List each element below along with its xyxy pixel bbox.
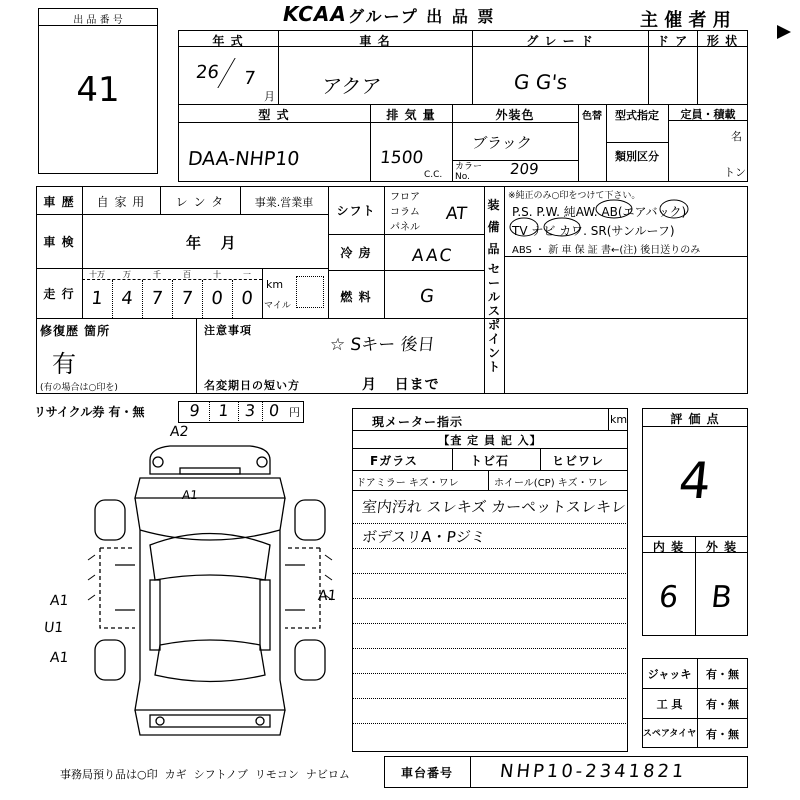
- accessory-tools-label: 工 具: [656, 698, 683, 711]
- mileage-unit-checkbox: [296, 276, 324, 308]
- digit-unit-10k: 万: [123, 270, 131, 279]
- year-month-value: 7: [242, 68, 257, 89]
- cc-unit: C.C.: [424, 170, 443, 180]
- damage-mark-hood: A1: [181, 488, 199, 502]
- interior-value: 6: [657, 580, 680, 615]
- mileage-digit-3: 7: [150, 288, 164, 309]
- lot-number-value: 41: [76, 70, 120, 110]
- color-change-label: 色替: [582, 111, 602, 122]
- accessory-jack-label: ジャッキ: [647, 668, 692, 681]
- shift-option-column: コラム: [390, 207, 420, 218]
- glass-label: Fガラス: [370, 454, 418, 468]
- sales-point-label: セールスポイント: [487, 262, 500, 374]
- repair-label: 修復歴 箇所: [40, 324, 111, 338]
- equipment-label: 装備品: [487, 198, 501, 256]
- exterior-color-value: ブラック: [471, 134, 533, 152]
- rating-label: 評 価 点: [670, 412, 720, 426]
- class-label: 類別区分: [615, 150, 659, 163]
- accessory-spare-label: スペアタイヤ: [642, 729, 697, 739]
- header-brand: KCAA: [283, 2, 347, 26]
- model-value: DAA-NHP10: [186, 148, 301, 170]
- recycle-digit-3: 3: [243, 401, 257, 420]
- arrow-right-icon: [777, 25, 791, 39]
- digit-unit-1: 一: [243, 270, 251, 279]
- notice-value: ☆ Sキー 後日: [328, 335, 436, 355]
- recycle-label: リサイクル券 有・無: [34, 405, 145, 419]
- year-label: 年 式: [212, 34, 244, 48]
- month-unit: 月: [264, 90, 275, 103]
- history-label: 車 歴: [43, 195, 75, 209]
- meter-km-unit: km: [610, 413, 628, 426]
- digit-unit-100: 百: [183, 270, 191, 279]
- damage-mark-left-mid: U1: [43, 620, 64, 636]
- digit-unit-100k: 十万: [89, 270, 105, 279]
- digit-unit-1k: 千: [153, 270, 161, 279]
- inspector-header: 【査 定 員 記 入】: [438, 434, 542, 447]
- car-damage-diagram: [80, 430, 340, 760]
- recycle-digit-1: 9: [188, 401, 201, 420]
- chassis-value: NHP10-2341821: [498, 761, 688, 782]
- car-name-value: アクア: [320, 74, 383, 98]
- stone-chip-label: トビ石: [470, 454, 510, 468]
- shift-value: AT: [444, 204, 468, 224]
- inspector-note-2: ボデスリA・Pジミ: [361, 528, 487, 546]
- repair-note: (有の場合は○印を): [40, 383, 118, 393]
- repair-value: 有: [52, 350, 76, 378]
- grade-value: G G's: [512, 70, 569, 94]
- equipment-circles: [504, 186, 748, 256]
- recycle-unit: 円: [289, 406, 300, 419]
- shift-label: シフト: [336, 204, 376, 218]
- recycle-digit-2: 1: [217, 401, 230, 420]
- shift-option-panel: パネル: [390, 222, 420, 233]
- door-label: ド ア: [656, 34, 689, 48]
- ac-value: AAC: [410, 246, 455, 266]
- type-designation-label: 型式指定: [615, 109, 659, 122]
- lot-number-label: 出 品 番 号: [73, 15, 123, 26]
- equipment-line-3: ABS ・ 新 車 保 証 書←(注) 後日送りのみ: [512, 245, 701, 256]
- ac-label: 冷 房: [340, 246, 372, 260]
- office-note: 事務局預り品は○印 カギ シフトノブ リモコン ナビロム: [60, 768, 350, 781]
- damage-mark-left-front: A1: [49, 593, 70, 609]
- header-title: グループ 出 品 票: [348, 7, 496, 26]
- damage-mark-right: A1: [317, 588, 338, 604]
- interior-label: 内 装: [652, 540, 685, 554]
- mile-unit: マイル: [264, 301, 291, 311]
- exterior-color-label: 外装色: [495, 108, 535, 122]
- inspection-value: 年 月: [186, 234, 237, 252]
- fuel-label: 燃 料: [340, 290, 372, 304]
- accessory-spare-value: 有・無: [706, 728, 739, 741]
- capacity-label: 定員・積載: [680, 108, 736, 121]
- shift-option-floor: フロア: [390, 192, 420, 203]
- mileage-digit-1: 1: [90, 288, 104, 309]
- notice-label: 注意事項: [204, 324, 252, 337]
- history-option-commercial: 事業.営業車: [254, 196, 314, 209]
- mileage-digit-5: 0: [210, 288, 224, 309]
- accessory-tools-value: 有・無: [706, 698, 739, 711]
- mileage-digit-4: 7: [180, 288, 194, 309]
- wheel-label: ホイール(CP) キズ・ワレ: [494, 478, 608, 489]
- shape-label: 形 状: [706, 34, 739, 48]
- header-organizer: 主 催 者 用: [640, 10, 731, 31]
- year-era-value: 26: [194, 62, 221, 83]
- equipment-line-2: TV ナビ カワ. SR(サンルーフ): [512, 224, 675, 238]
- deadline-label: 名変期日の短い方: [204, 379, 300, 392]
- model-label: 型 式: [258, 108, 290, 122]
- car-name-label: 車 名: [359, 34, 391, 48]
- color-number-value: 209: [509, 160, 540, 178]
- fuel-value: G: [418, 286, 436, 307]
- mileage-digit-6: 0: [240, 288, 254, 309]
- chassis-label: 車台番号: [400, 766, 453, 780]
- equipment-line-1: P.S. P.W. 純AW. AB(エアバック): [512, 205, 687, 219]
- persons-unit: 名: [731, 130, 742, 143]
- exterior-label: 外 装: [705, 540, 738, 554]
- displacement-value: 1500: [378, 148, 425, 168]
- accessory-jack-value: 有・無: [706, 668, 739, 681]
- damage-mark-front: A2: [169, 424, 190, 440]
- mileage-digit-2: 4: [120, 288, 134, 309]
- crack-label: ヒビワレ: [552, 454, 605, 468]
- inspection-label: 車 検: [43, 235, 75, 249]
- mirror-label: ドアミラー キズ・ワレ: [356, 478, 459, 489]
- history-option-rental: レ ン タ: [175, 195, 225, 209]
- deadline-value: 月 日まで: [362, 377, 440, 393]
- equipment-note: ※純正のみ○印をつけて下さい。: [508, 191, 641, 201]
- color-number-label: カラー No.: [455, 162, 483, 182]
- inspector-note-1: 室内汚れ スレキズ カーペットスレキレ: [361, 498, 627, 516]
- km-unit: km: [266, 278, 284, 291]
- grade-label: グ レ ー ド: [526, 34, 594, 48]
- recycle-digit-4: 0: [267, 401, 281, 420]
- ton-unit: トン: [724, 166, 746, 179]
- damage-mark-left-rear: A1: [49, 650, 70, 666]
- mileage-label: 走 行: [43, 287, 75, 301]
- meter-label: 現メーター指示: [372, 415, 464, 429]
- digit-unit-10: 十: [213, 270, 221, 279]
- exterior-value: B: [709, 580, 734, 615]
- rating-value: 4: [676, 452, 714, 510]
- displacement-label: 排 気 量: [386, 108, 436, 122]
- history-option-private: 自 家 用: [96, 195, 146, 209]
